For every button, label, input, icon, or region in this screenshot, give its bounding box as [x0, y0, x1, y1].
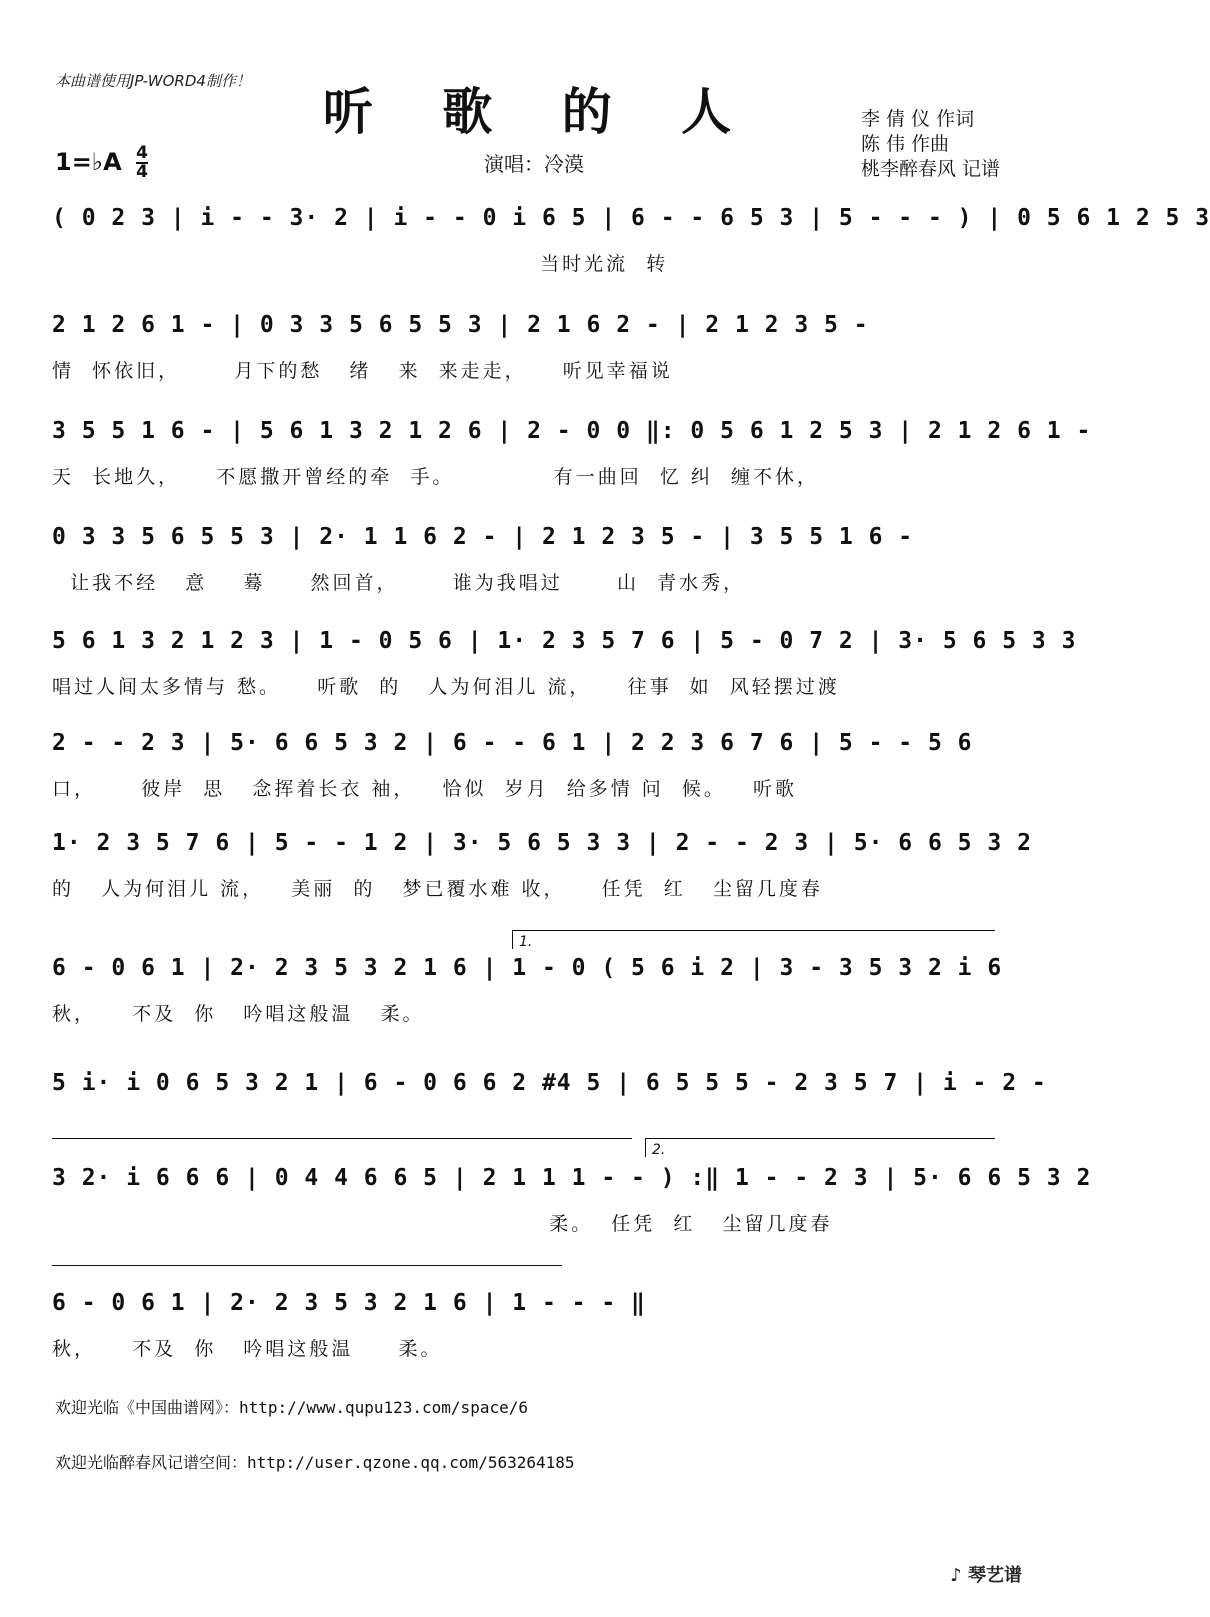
- score-system-9: [52, 1070, 1047, 1146]
- lyric-line: 的 人为何泪儿 流， 美丽 的 梦已覆水难 收， 任凭 红 尘留几度春: [52, 878, 823, 900]
- lyric-line: 柔。 任凭 红 尘留几度春: [52, 1213, 833, 1235]
- volta-first-ending-continued: [52, 1138, 632, 1157]
- time-top: 4: [136, 143, 148, 163]
- footer-link-2[interactable]: 欢迎光临醉春风记谱空间：http://user.qzone.qq.com/563264185: [55, 1453, 575, 1472]
- brand-logo: [950, 1561, 1022, 1587]
- score-system-10: [52, 1165, 1092, 1241]
- transcriber-credit: 桃李醉春风 记谱: [860, 158, 1000, 180]
- notation-line: ( 0 2 3 | i - - 3· 2 | i - - 0 i 6 5 | 6 - - 6 5 3 | 5 - - - ) | 0 5 6 1 2 5 3: [52, 205, 1210, 231]
- lyric-line: 天 长地久， 不愿撒开曾经的牵 手。 有一曲回 忆 纠 缠不休，: [52, 466, 819, 488]
- notation-line: 1· 2 3 5 7 6 | 5 - - 1 2 | 3· 5 6 5 3 3 | 2 - - 2 3 | 5· 6 6 5 3 2: [52, 830, 1032, 856]
- score-system-8: [52, 955, 1032, 1031]
- notation-line: 5 i· i 0 6 5 3 2 1 | 6 - 0 6 6 2 #4 5 | 6 5 5 5 - 2 3 5 7 | i - 2 -: [52, 1070, 1047, 1096]
- notation-line: 2 1 2 6 1 - | 0 3 3 5 6 5 5 3 | 2 1 6 2 - | 2 1 2 3 5 -: [52, 312, 869, 338]
- credits: [861, 107, 1000, 182]
- volta-second-ending: 2.: [645, 1138, 995, 1157]
- lyric-line: 秋， 不及 你 吟唱这般温 柔。: [52, 1338, 443, 1360]
- lyric-line: 唱过人间太多情与 愁。 听歌 的 人为何泪儿 流， 往事 如 风轻摆过渡: [52, 676, 840, 698]
- notation-line: 6 - 0 6 1 | 2· 2 3 5 3 2 1 6 | 1 - 0 ( 5 6 i 2 | 3 - 3 5 3 2 i 6: [52, 955, 1003, 981]
- notation-line: 6 - 0 6 1 | 2· 2 3 5 3 2 1 6 | 1 - - - ‖: [52, 1290, 646, 1316]
- key-label: 1=♭A: [55, 148, 122, 176]
- score-system-6: [52, 730, 1032, 806]
- score-system-11: [52, 1290, 1032, 1366]
- volta-second-ending-continued: [52, 1265, 562, 1284]
- notation-line: 2 - - 2 3 | 5· 6 6 5 3 2 | 6 - - 6 1 | 2 2 3 6 7 6 | 5 - - 5 6: [52, 730, 973, 756]
- notation-line: 3 2· i 6 6 6 | 0 4 4 6 6 5 | 2 1 1 1 - - ) :‖ 1 - - 2 3 | 5· 6 6 5 3 2: [52, 1165, 1092, 1191]
- software-note: 本曲谱使用JP-WORD4制作！: [55, 72, 251, 90]
- footer-link-1[interactable]: 欢迎光临《中国曲谱网》：http://www.qupu123.com/space/6: [55, 1398, 528, 1417]
- notation-line: 5 6 1 3 2 1 2 3 | 1 - 0 5 6 | 1· 2 3 5 7 6 | 5 - 0 7 2 | 3· 5 6 5 3 3: [52, 628, 1077, 654]
- key-signature: [55, 145, 148, 181]
- lyric-line: 情 怀依旧， 月下的愁 绪 来 来走走， 听见幸福说: [52, 360, 673, 382]
- lyric-line: 秋， 不及 你 吟唱这般温 柔。: [52, 1003, 425, 1025]
- notation-line: 3 5 5 1 6 - | 5 6 1 3 2 1 2 6 | 2 - 0 0 ‖: 0 5 6 1 2 5 3 | 2 1 2 6 1 -: [52, 418, 1092, 444]
- score-system-1: [52, 205, 1210, 281]
- music-note-icon: ♪: [950, 1565, 962, 1586]
- notation-line: 0 3 3 5 6 5 5 3 | 2· 1 1 6 2 - | 2 1 2 3 5 - | 3 5 5 1 6 -: [52, 524, 914, 550]
- time-bottom: 4: [136, 162, 148, 182]
- score-system-5: [52, 628, 1077, 704]
- volta-first-ending: 1.: [512, 930, 995, 949]
- time-signature: [136, 145, 148, 181]
- composer-credit: 陈 伟 作曲: [860, 133, 950, 155]
- score-system-2: [52, 312, 1032, 388]
- lyric-line: 让我不经 意 蓦 然回首， 谁为我唱过 山 青水秀，: [52, 572, 746, 594]
- lyric-line: 口， 彼岸 思 念挥着长衣 袖， 恰似 岁月 给多情 问 候。 听歌: [52, 778, 797, 800]
- score-system-7: [52, 830, 1032, 906]
- brand-name: 琴艺谱: [968, 1565, 1022, 1586]
- score-system-4: [52, 524, 1032, 600]
- lyricist-credit: 李 倩 仪 作词: [860, 108, 975, 130]
- score-system-3: [52, 418, 1092, 494]
- song-title: 听 歌 的 人: [322, 82, 758, 141]
- lyric-line: 当时光流 转: [52, 253, 669, 275]
- singer-credit: 演唱：冷漠: [484, 152, 584, 176]
